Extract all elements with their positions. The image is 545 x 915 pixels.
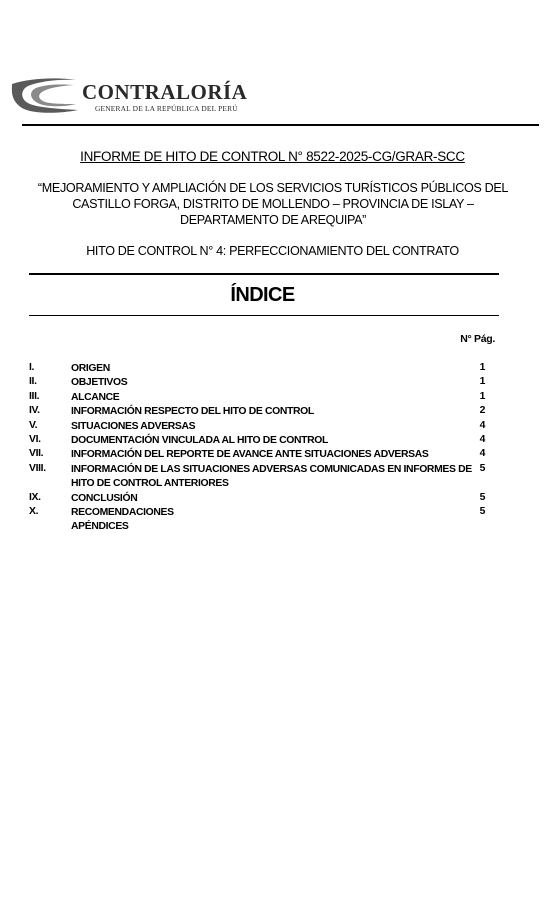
logo-subtitle: GENERAL DE LA REPÚBLICA DEL PERÚ [95,104,238,113]
toc-item-number: IV. [29,405,40,417]
toc-item [29,362,489,376]
toc-item [29,434,489,448]
index-top-divider [29,273,499,275]
index-bottom-divider [29,315,499,316]
toc-item-page: 5 [479,505,485,517]
toc-item-page: 4 [479,419,485,431]
toc-item-page: 1 [479,362,485,373]
toc-item-number: VII. [29,448,44,460]
toc-item-label: DOCUMENTACIÓN VINCULADA AL HITO DE CONTROL [71,434,328,446]
toc-item-label: INFORMACIÓN DEL REPORTE DE AVANCE ANTE SITUACIONES ADVERSAS [71,449,429,461]
contraloria-logo [10,76,248,116]
toc-item [29,520,489,534]
toc-item-label: APÉNDICES [71,521,129,533]
toc-item-number: IX. [29,491,41,503]
toc-item-number: III. [29,390,40,402]
toc-item-label: INFORMACIÓN DE LAS SITUACIONES ADVERSAS COMUNICADAS EN INFORMES DE HITO DE CONTROL ANTERIORES [71,463,472,490]
toc-item-page: 1 [479,376,485,388]
toc-item-label: SITUACIONES ADVERSAS [71,420,196,432]
toc-item-label: ALCANCE [71,391,120,403]
toc-item [29,376,489,390]
hito-title: HITO DE CONTROL N° 4: PERFECCIONAMIENTO DEL CONTRATO [86,244,459,258]
toc-item-label: INFORMACIÓN RESPECTO DEL HITO DE CONTROL [71,406,314,418]
toc-item-number: VIII. [29,462,46,474]
page-number-header: N° Pág. [460,333,495,345]
toc-item-label: ORIGEN [71,363,110,374]
report-title: INFORME DE HITO DE CONTROL N° 8522-2025-CG/GRAR-SCC [80,149,465,164]
toc-item-number: I. [29,362,35,373]
toc-item-page: 5 [479,462,485,474]
toc-item-number: VI. [29,433,41,445]
toc-item-page: 5 [479,491,485,503]
toc-item [29,420,489,434]
header-divider [22,124,539,126]
toc-item-label: RECOMENDACIONES [71,506,174,518]
toc-item [29,463,489,492]
toc-item [29,405,489,419]
toc-item-number: X. [29,505,39,517]
toc-item-page: 4 [479,433,485,445]
toc-item-label: CONCLUSIÓN [71,492,138,504]
index-title: ÍNDICE [230,284,295,306]
toc-item-number: II. [29,376,37,388]
contraloria-swoosh-icon [10,76,82,116]
toc-item [29,506,489,520]
toc-item [29,448,489,462]
toc-item [29,492,489,506]
toc-item-page: 1 [479,390,485,402]
toc-item [29,391,489,405]
toc-item-label: OBJETIVOS [71,377,128,389]
project-title: “MEJORAMIENTO Y AMPLIACIÓN DE LOS SERVICIOS TURÍSTICOS PÚBLICOS DEL CASTILLO FORGA, DISTRITO DE MOLLENDO – PROVINCIA DE ISLAY – DEPARTAMENTO DE AREQUIPA” [37,181,509,227]
toc-item-page: 2 [479,405,485,417]
toc-item-page: 4 [479,448,485,460]
logo-name: CONTRALORÍA [82,80,248,104]
toc-item-number: V. [29,419,38,431]
table-of-contents [29,362,489,535]
